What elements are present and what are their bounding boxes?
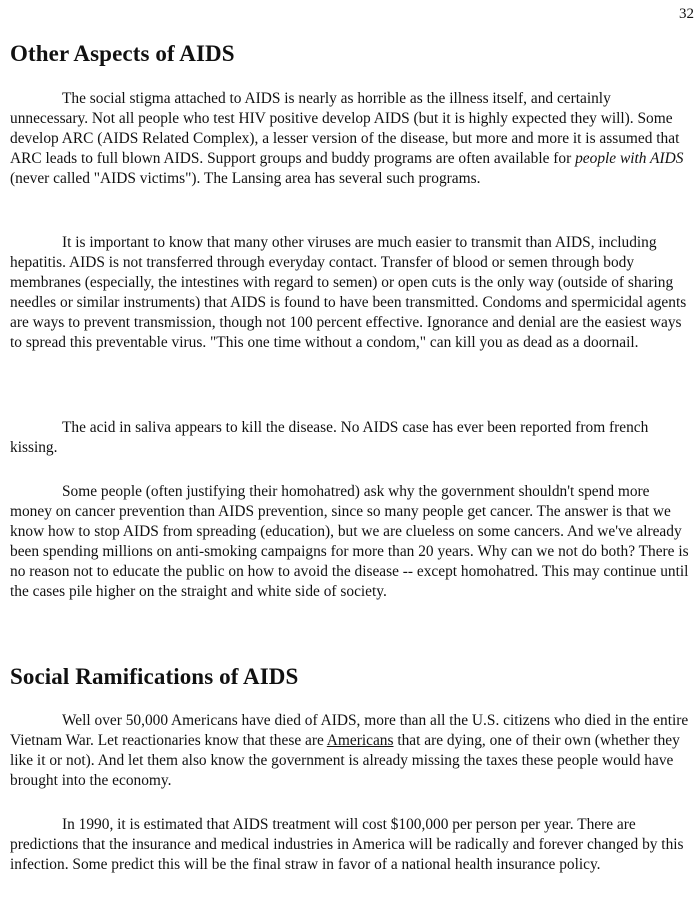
paragraph: It is important to know that many other viruses are much easier to transmit than AIDS, including hepatitis. AIDS is not transferred through everyday contact. Transfer of blood or semen through body membranes (especially, the intestines with regard to semen) or open cuts is the only way (outside of sharing needles or similar instruments) that AIDS is found to have been transmitted. Condoms and spermicidal agents are ways to prevent transmission, though not 100 percent effective. Ignorance and denial are the easiest ways to spread this preventable virus. "This one time without a condom," can kill you as dead as a doornail.: [10, 234, 687, 351]
page-number: 32: [679, 6, 694, 22]
paragraph: The acid in saliva appears to kill the disease. No AIDS case has ever been reported from french kissing.: [10, 419, 649, 456]
emphasized-text: people with AIDS: [575, 150, 684, 167]
paragraph-text: Well over 50,000 Americans have died of AIDS, more than all the U.S. citizens who died in the entire Vietnam War. Let reactionaries know that these are: [10, 712, 689, 749]
paragraph: In 1990, it is estimated that AIDS treatment will cost $100,000 per person per year. There are predictions that the insurance and medical industries in America will be radically and forever changed by this infection. Some predict this will be the final straw in favor of a national health insurance policy.: [10, 816, 684, 873]
paragraph: [10, 711, 692, 791]
section-heading: Other Aspects of AIDS: [10, 41, 235, 66]
paragraph-text: The social stigma attached to AIDS is nearly as horrible as the illness itself, and certainly unnecessary. Not all people who test HIV positive develop AIDS (but it is highly expected they will). Some develop ARC (AIDS Related Complex), a lesser version of the disease, but more and more it is assumed that ARC leads to full blown AIDS. Support groups and buddy programs are often available for: [10, 90, 680, 167]
paragraph: Some people (often justifying their homohatred) ask why the government shouldn't spend more money on cancer prevention than AIDS prevention, since so many people get cancer. The answer is that we know how to stop AIDS from spreading (education), but we are clueless on some cancers. And we've already been spending millions on anti-smoking campaigns for more than 20 years. Why can we not do both? There is no reason not to educate the public on how to avoid the disease -- except homohatred. This may continue until the cases pile higher on the straight and white side of society.: [10, 483, 689, 600]
underlined-text: Americans: [326, 732, 394, 749]
paragraph-text: that are dying, one of their own (whether they like it or not). And let them also know the government is already missing the taxes these people would have brought into the economy.: [10, 732, 680, 789]
section-heading: Social Ramifications of AIDS: [10, 664, 299, 689]
paragraph: [10, 89, 692, 189]
paragraph-text: (never called "AIDS victims"). The Lansing area has several such programs.: [10, 170, 481, 187]
